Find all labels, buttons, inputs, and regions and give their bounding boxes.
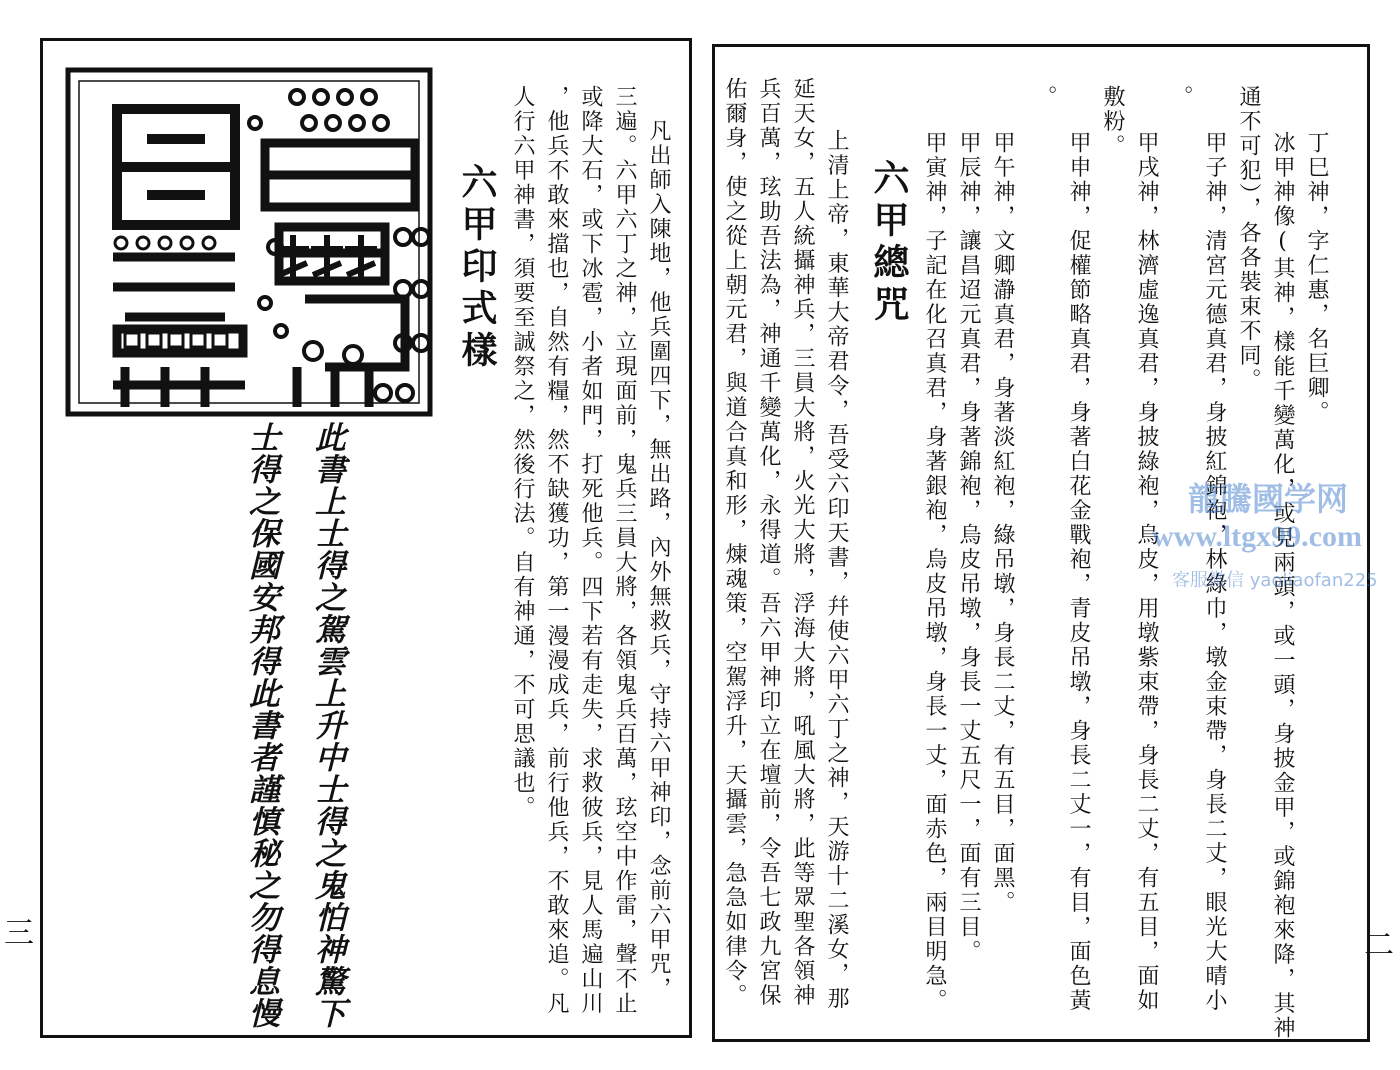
text-column-3: 通不可犯），各各裝束不同。 bbox=[1236, 85, 1261, 393]
left-page bbox=[40, 38, 692, 1038]
incantation-column-1: 上清上帝，東華大帝君令，吾受六印天書，幷使六甲六丁之神，天游十二溪女，那 bbox=[824, 129, 849, 1011]
text-column-5: 。 bbox=[1168, 85, 1193, 110]
left-page-number: 三 bbox=[4, 916, 34, 951]
body-column-4: ，他兵不敢來擋也，自然有糧，然不缺獲功，第一漫漫成兵，前行他兵，不敢來追。凡 bbox=[544, 85, 569, 1016]
text-column-9: 。 bbox=[1032, 85, 1057, 110]
text-column-1: 丁巳神，字仁惠，名巨卿。 bbox=[1304, 131, 1329, 425]
body-column-2: 三遍。六甲六丁之神，立現面前，鬼兵三員大將，各領鬼兵百萬，玹空中作雷，聲不止 bbox=[612, 85, 637, 1016]
incantation-column-2: 延天女，五人統攝神兵，三員大將，火光大將，浮海大將，吼風大將，此等眾聖各領神 bbox=[790, 77, 815, 1008]
incantation-column-4: 佑爾身，使之從上朝元君，與道合真和形，煉魂策，空駕浮升，天攝雲，急急如律令。 bbox=[722, 77, 747, 1008]
watermark-url: www.ltgx99.com bbox=[1152, 520, 1362, 553]
text-column-7: 敷粉。 bbox=[1100, 85, 1125, 159]
seal-inscription-column-2: 士得之保國安邦得此書者謹慎秘之勿得息慢 bbox=[243, 421, 279, 1029]
text-column-6: 甲戌神，林濟虛逸真君，身披綠袍，烏皮，用墩紫束帶，身長二丈，有五目，面如 bbox=[1134, 131, 1159, 1013]
body-column-1: 凡出師入陳地，他兵圍四下，無出路，內外無救兵，守持六甲神印，念前六甲咒， bbox=[646, 119, 671, 1001]
text-column-4: 甲子神，清宮元德真君，身披紅錦袍，林綠巾，墩金束帶，身長二丈，眼光大晴小 bbox=[1202, 131, 1227, 1013]
body-column-5: 人行六甲神書，須要至誠祭之，然後行法。自有神通，不可思議也。 bbox=[510, 85, 535, 820]
watermark-title: 龍騰國学网 bbox=[1188, 480, 1349, 518]
six-jia-seal-image bbox=[65, 67, 433, 417]
incantation-heading: 六甲總咒 bbox=[868, 159, 910, 327]
watermark-contact: 客服微信 yaoliaofan225 bbox=[1172, 570, 1378, 591]
text-column-11: 甲辰神，讓昌迢元真君，身著錦袍，烏皮吊墩，身長一丈五尺一，面有三目。 bbox=[956, 131, 981, 964]
text-column-2: 冰甲神像(其神，樣能千變萬化，或見兩頭，或一頭，身披金甲，或錦袍來降，其神 bbox=[1270, 131, 1295, 1041]
text-column-12: 甲寅神，子記在化召真君，身著銀袍，烏皮吊墩，身長一丈，面赤色，兩目明急。 bbox=[922, 131, 947, 1013]
seal-inscription-column-1: 此書上士得之駕雲上升中士得之鬼怕神驚下 bbox=[309, 421, 345, 1029]
seal-heading: 六甲印式樣 bbox=[456, 163, 498, 373]
text-column-8: 甲申神，促權節略真君，身著白花金戰袍，青皮吊墩，身長二丈一，有目，面色黃 bbox=[1066, 131, 1091, 1013]
seal-icon bbox=[65, 67, 433, 417]
text-column-10: 甲午神，文卿瀞真君，身著淡紅袍，綠吊墩，身長二丈，有五目，面黑。 bbox=[990, 131, 1015, 915]
right-page-number: 二 bbox=[1364, 928, 1394, 963]
incantation-column-3: 兵百萬，玹助吾法為，神通千變萬化，永得道。吾六甲神印立在壇前，令吾七政九宮保 bbox=[756, 77, 781, 1008]
body-column-3: 或降大石，或下冰雹，小者如門，打死他兵。四下若有走失，求救彼兵，見人馬遍山川 bbox=[578, 85, 603, 1016]
